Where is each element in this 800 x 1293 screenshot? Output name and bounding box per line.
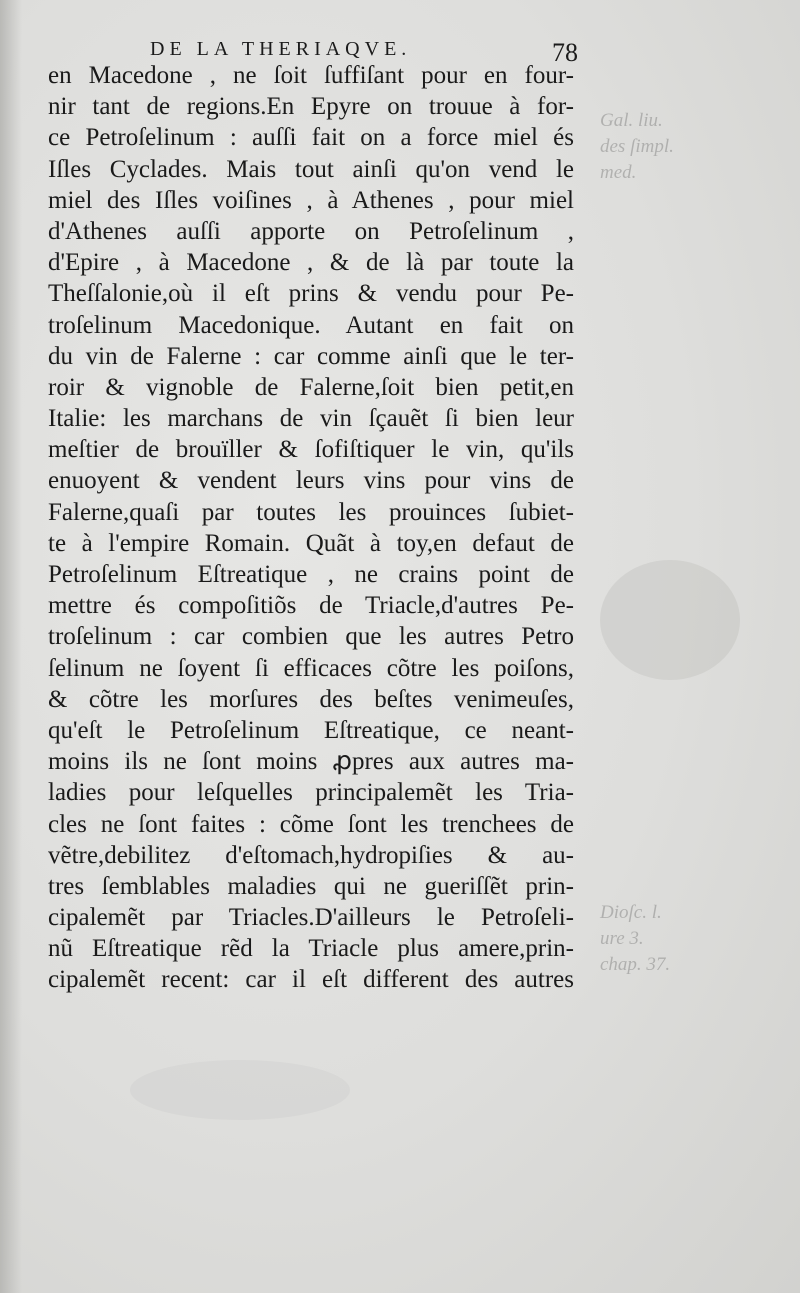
text-line: ſelinum ne ſoyent ſi efficaces cõtre les poiſons, [48, 654, 574, 682]
text-line: vẽtre,debilitez d'eſtomach,hydropiſies & au- [48, 841, 574, 869]
text-line: du vin de Falerne : car comme ainſi que le ter- [48, 342, 574, 370]
text-line: tres ſemblables maladies qui ne gueriſſẽt prin- [48, 872, 574, 900]
text-line: enuoyent & vendent leurs vins pour vins de [48, 467, 574, 495]
text-line: mettre és compoſitiõs de Triacle,d'autres Pe- [48, 592, 574, 620]
show-through-text: ure 3. [600, 928, 644, 949]
text-line: en Macedone , ne ſoit ſuffiſant pour en four- [48, 62, 574, 89]
text-line: cles ne ſont faites : cõme ſont les trenchees de [48, 810, 574, 838]
show-through-text: med. [600, 162, 637, 183]
text-line: troſelinum : car combien que les autres Petro [48, 623, 574, 651]
text-line: cipalemẽt recent: car il eſt different des autres [48, 966, 574, 994]
text-line: miel des Iſles voiſines , à Athenes , pour miel [48, 186, 574, 214]
text-line: moins ils ne ſont moins ꝓpres aux autres ma- [48, 748, 574, 776]
text-line: Iſles Cyclades. Mais tout ainſi qu'on vend le [48, 155, 574, 183]
text-line: cipalemẽt par Triacles.D'ailleurs le Petroſeli- [48, 904, 574, 932]
text-line: te à l'empire Romain. Quãt à toy,en defaut de [48, 529, 574, 557]
paper-stain [130, 1060, 350, 1120]
body-text [48, 60, 574, 996]
show-through-text: Dioſc. l. [600, 902, 662, 923]
text-line: meſtier de brouïller & ſofiſtiquer le vin, qu'ils [48, 436, 574, 464]
text-line: d'Epire , à Macedone , & de là par toute la [48, 249, 574, 277]
show-through-text: chap. 37. [600, 954, 671, 975]
page-number: 78 [552, 38, 578, 67]
text-line: Petroſelinum Eſtreatique , ne crains point de [48, 561, 574, 588]
gutter-shadow [0, 0, 22, 1293]
show-through-text: Gal. liu. [600, 110, 663, 131]
paper-stain [600, 560, 740, 680]
text-line: Falerne,quaſi par toutes les prouinces ſubiet- [48, 498, 574, 526]
text-line: & cõtre les morſures des beſtes venimeuſes, [48, 685, 574, 713]
show-through-text: des ſimpl. [600, 136, 674, 157]
text-line: nir tant de regions.En Epyre on trouue à for- [48, 93, 574, 121]
text-line: ce Petroſelinum : auſſi fait on a force miel és [48, 124, 574, 152]
text-line: nũ Eſtreatique rẽd la Triacle plus amere,prin- [48, 935, 574, 963]
text-line: Theſſalonie,où il eſt prins & vendu pour Pe- [48, 280, 574, 308]
running-title: DE LA THERIAQVE. [150, 38, 412, 60]
text-line: Italie: les marchans de vin ſçauẽt ſi bien leur [48, 405, 574, 433]
text-line: troſelinum Macedonique. Autant en fait on [48, 311, 574, 339]
text-line: roir & vignoble de Falerne,ſoit bien petit,en [48, 373, 574, 401]
text-line: d'Athenes auſſi apporte on Petroſelinum , [48, 217, 574, 245]
text-line: qu'eſt le Petroſelinum Eſtreatique, ce neant- [48, 716, 574, 744]
text-line: ladies pour leſquelles principalemẽt les Tria- [48, 779, 574, 807]
